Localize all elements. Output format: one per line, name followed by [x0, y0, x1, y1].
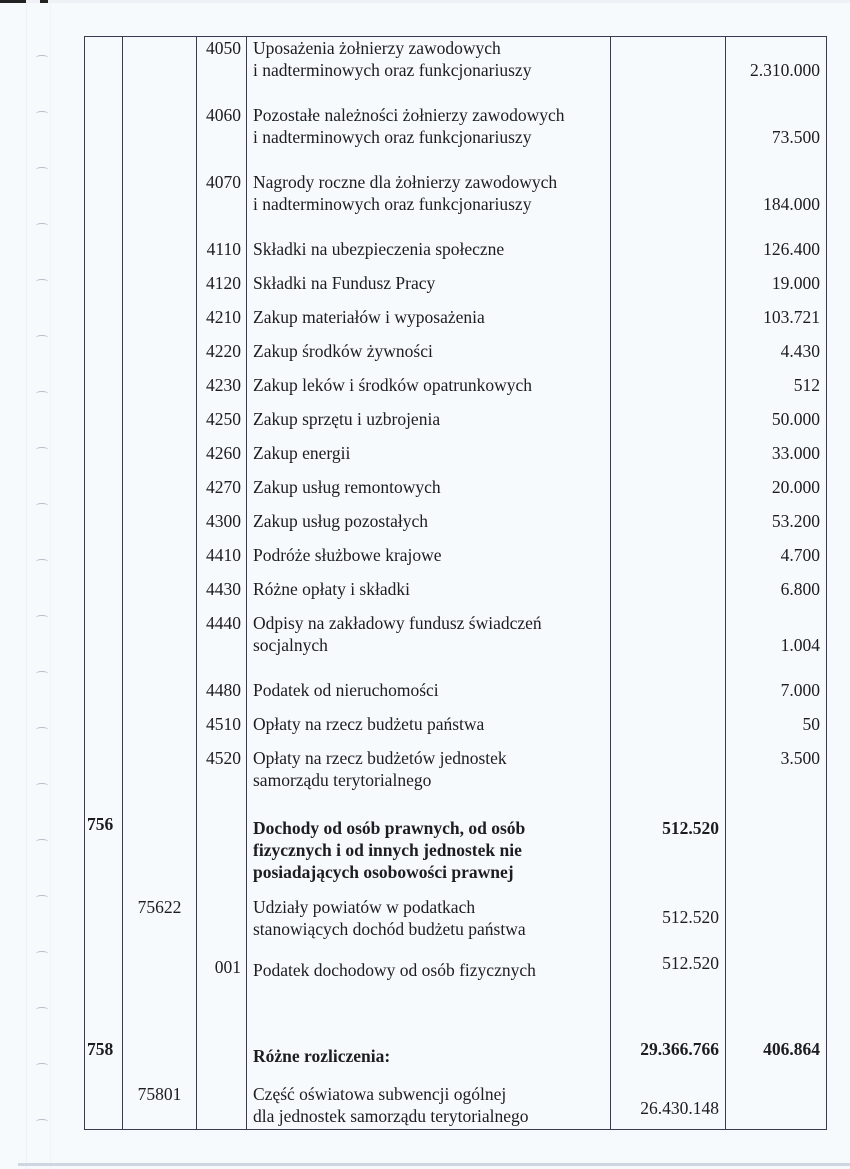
plan-value-cell	[611, 713, 726, 747]
paragraf-cell	[197, 37, 247, 104]
budget-table	[84, 36, 827, 1130]
table-row	[85, 1079, 827, 1130]
paragraf-code: 001	[214, 956, 241, 977]
paragraf-cell	[197, 747, 247, 803]
paragraf-code: 4430	[206, 578, 241, 599]
paragraf-cell	[197, 510, 247, 544]
table-row	[85, 476, 827, 510]
paragraf-cell	[197, 892, 247, 952]
plan-value-cell	[611, 374, 726, 408]
punch-mark	[36, 951, 48, 956]
description-cell	[247, 892, 611, 952]
table-row	[85, 612, 827, 679]
paragraf-code: 4510	[206, 713, 241, 734]
paragraf-code: 4120	[206, 272, 241, 293]
paragraf-cell	[197, 238, 247, 272]
paragraf-code: 4070	[206, 171, 241, 192]
table-row	[85, 272, 827, 306]
rozdzial-cell	[123, 171, 197, 238]
paragraf-cell	[197, 374, 247, 408]
punch-mark	[36, 1063, 48, 1068]
description-line: stanowiących dochód budżetu państwa	[253, 918, 526, 939]
plan-value-cell	[611, 747, 726, 803]
table-row	[85, 408, 827, 442]
amount-value-cell	[726, 171, 827, 238]
dzial-cell	[85, 1079, 123, 1130]
description-line: samorządu terytorialnego	[253, 769, 432, 790]
table-row	[85, 1016, 827, 1079]
paragraf-cell	[197, 952, 247, 1016]
description-cell	[247, 510, 611, 544]
plan-value-cell	[611, 952, 726, 1016]
description-cell	[247, 442, 611, 476]
punch-mark	[36, 1007, 48, 1012]
description-cell	[247, 1016, 611, 1079]
plan-value: 29.366.766	[640, 1038, 719, 1059]
description-cell	[247, 544, 611, 578]
paragraf-code: 4060	[206, 104, 241, 125]
dzial-cell	[85, 747, 123, 803]
paragraf-cell	[197, 679, 247, 713]
description-line: Różne opłaty i składki	[253, 578, 410, 599]
description-cell	[247, 408, 611, 442]
scan-top-edge	[0, 0, 850, 3]
description-cell	[247, 952, 611, 1016]
rozdzial-cell	[123, 578, 197, 612]
paragraf-cell	[197, 340, 247, 374]
punch-mark	[36, 559, 48, 564]
dzial-cell	[85, 612, 123, 679]
paragraf-cell	[197, 803, 247, 892]
description-line: Zakup środków żywności	[253, 340, 433, 361]
table-row	[85, 104, 827, 171]
table-row	[85, 238, 827, 272]
amount-value: 7.000	[780, 679, 820, 700]
plan-value-cell	[611, 37, 726, 104]
dzial-cell	[85, 544, 123, 578]
paragraf-code: 4270	[206, 476, 241, 497]
amount-value-cell	[726, 803, 827, 892]
rozdzial-cell	[123, 442, 197, 476]
plan-value-cell	[611, 306, 726, 340]
paragraf-cell	[197, 578, 247, 612]
amount-value: 20.000	[771, 476, 820, 497]
table-row	[85, 510, 827, 544]
description-cell	[247, 803, 611, 892]
rozdzial-cell	[123, 803, 197, 892]
amount-value-cell	[726, 340, 827, 374]
table-row	[85, 679, 827, 713]
dzial-cell	[85, 713, 123, 747]
table-row	[85, 171, 827, 238]
amount-value: 50	[802, 713, 820, 734]
dzial-cell	[85, 510, 123, 544]
dzial-cell	[85, 679, 123, 713]
punch-mark	[36, 55, 48, 60]
amount-value-cell	[726, 476, 827, 510]
amount-value: 103.721	[763, 306, 820, 327]
plan-value: 512.520	[662, 906, 719, 927]
rozdzial-cell	[123, 1016, 197, 1079]
amount-value-cell	[726, 544, 827, 578]
description-line: i nadterminowych oraz funkcjonariuszy	[253, 60, 532, 80]
punch-mark	[36, 503, 48, 508]
plan-value-cell	[611, 442, 726, 476]
punch-mark	[36, 727, 48, 732]
description-line: Zakup sprzętu i uzbrojenia	[253, 408, 441, 429]
paragraf-cell	[197, 713, 247, 747]
dzial-cell	[85, 952, 123, 1016]
amount-value: 19.000	[771, 272, 820, 293]
paragraf-cell	[197, 1079, 247, 1130]
scan-margin-line	[26, 0, 27, 1169]
punch-mark	[36, 223, 48, 228]
amount-value-cell	[726, 578, 827, 612]
amount-value-cell	[726, 37, 827, 104]
plan-value-cell	[611, 272, 726, 306]
rozdzial-cell	[123, 272, 197, 306]
paragraf-cell	[197, 1016, 247, 1079]
amount-value: 33.000	[771, 442, 820, 463]
amount-value-cell	[726, 510, 827, 544]
plan-value-cell	[611, 578, 726, 612]
amount-value-cell	[726, 952, 827, 1016]
description-line: posiadających osobowości prawnej	[253, 861, 514, 882]
paragraf-code: 4210	[206, 306, 241, 327]
amount-value-cell	[726, 408, 827, 442]
plan-value-cell	[611, 1016, 726, 1079]
scan-margin-line	[50, 0, 51, 1169]
amount-value: 6.800	[780, 578, 820, 599]
amount-value: 2.310.000	[750, 60, 820, 80]
description-line: Różne rozliczenia:	[253, 1045, 391, 1066]
description-line: i nadterminowych oraz funkcjonariuszy	[253, 126, 532, 147]
paragraf-code: 4300	[206, 510, 241, 531]
rozdzial-code: 75622	[137, 896, 182, 917]
description-line: Składki na ubezpieczenia społeczne	[253, 238, 505, 259]
paragraf-code: 4220	[206, 340, 241, 361]
description-line: Uposażenia żołnierzy zawodowych	[253, 38, 501, 58]
plan-value-cell	[611, 510, 726, 544]
plan-value-cell	[611, 612, 726, 679]
dzial-cell	[85, 306, 123, 340]
plan-value: 26.430.148	[640, 1097, 719, 1118]
rozdzial-cell	[123, 476, 197, 510]
description-line: Nagrody roczne dla żołnierzy zawodowych	[253, 171, 558, 192]
amount-value-cell	[726, 238, 827, 272]
rozdzial-cell	[123, 306, 197, 340]
amount-value-cell	[726, 747, 827, 803]
punch-mark	[36, 671, 48, 676]
punch-mark	[36, 783, 48, 788]
rozdzial-cell	[123, 104, 197, 171]
description-line: Podróże służbowe krajowe	[253, 544, 442, 565]
amount-value: 184.000	[763, 193, 820, 214]
amount-value-cell	[726, 442, 827, 476]
rozdzial-cell	[123, 713, 197, 747]
plan-value-cell	[611, 408, 726, 442]
paragraf-cell	[197, 476, 247, 510]
description-line: Udziały powiatów w podatkach	[253, 896, 476, 917]
dzial-cell	[85, 37, 123, 104]
dzial-cell	[85, 104, 123, 171]
plan-value-cell	[611, 238, 726, 272]
amount-value: 73.500	[771, 126, 820, 147]
paragraf-cell	[197, 171, 247, 238]
amount-value: 512	[793, 374, 820, 395]
rozdzial-cell	[123, 952, 197, 1016]
amount-value-cell	[726, 272, 827, 306]
paragraf-code: 4110	[206, 238, 241, 259]
paragraf-cell	[197, 272, 247, 306]
amount-value: 4.700	[780, 544, 820, 565]
paragraf-code: 4520	[206, 747, 241, 768]
description-cell	[247, 306, 611, 340]
description-line: Dochody od osób prawnych, od osób	[253, 817, 526, 838]
description-cell	[247, 1079, 611, 1130]
punch-mark	[36, 111, 48, 116]
rozdzial-cell	[123, 1079, 197, 1130]
dzial-cell	[85, 1016, 123, 1079]
table-row	[85, 37, 827, 104]
paragraf-code: 4260	[206, 442, 241, 463]
table-row	[85, 713, 827, 747]
paragraf-code: 4480	[206, 679, 241, 700]
punch-mark	[36, 615, 48, 620]
description-cell	[247, 679, 611, 713]
description-line: Pozostałe należności żołnierzy zawodowych	[253, 104, 565, 125]
rozdzial-cell	[123, 679, 197, 713]
scan-bottom-edge	[18, 1163, 850, 1166]
dzial-cell	[85, 171, 123, 238]
plan-value-cell	[611, 679, 726, 713]
description-line: socjalnych	[253, 634, 328, 655]
plan-value-cell	[611, 340, 726, 374]
plan-value-cell	[611, 476, 726, 510]
paragraf-cell	[197, 612, 247, 679]
dzial-cell	[85, 238, 123, 272]
rozdzial-cell	[123, 374, 197, 408]
table-row	[85, 442, 827, 476]
dzial-cell	[85, 476, 123, 510]
paragraf-cell	[197, 104, 247, 171]
amount-value: 4.430	[780, 340, 820, 361]
description-cell	[247, 476, 611, 510]
dzial-cell	[85, 374, 123, 408]
description-cell	[247, 37, 611, 104]
description-line: Część oświatowa subwencji ogólnej	[253, 1083, 507, 1104]
amount-value-cell	[726, 1016, 827, 1079]
description-line: Podatek od nieruchomości	[253, 679, 439, 700]
rozdzial-cell	[123, 510, 197, 544]
description-cell	[247, 104, 611, 171]
amount-value: 50.000	[771, 408, 820, 429]
plan-value-cell	[611, 104, 726, 171]
table-row	[85, 578, 827, 612]
paragraf-cell	[197, 442, 247, 476]
description-line: Zakup usług remontowych	[253, 476, 441, 497]
amount-value: 53.200	[771, 510, 820, 531]
punch-mark	[36, 895, 48, 900]
description-line: Odpisy na zakładowy fundusz świadczeń	[253, 612, 542, 633]
rozdzial-cell	[123, 544, 197, 578]
amount-value: 1.004	[780, 634, 820, 655]
amount-value: 406.864	[763, 1038, 820, 1059]
dzial-code: 758	[87, 1038, 114, 1059]
description-cell	[247, 578, 611, 612]
rozdzial-cell	[123, 238, 197, 272]
paragraf-cell	[197, 544, 247, 578]
dzial-cell	[85, 803, 123, 892]
rozdzial-cell	[123, 340, 197, 374]
plan-value-cell	[611, 544, 726, 578]
amount-value-cell	[726, 1079, 827, 1130]
description-cell	[247, 340, 611, 374]
punch-mark	[36, 167, 48, 172]
rozdzial-cell	[123, 612, 197, 679]
description-cell	[247, 272, 611, 306]
amount-value-cell	[726, 679, 827, 713]
description-line: dla jednostek samorządu terytorialnego	[253, 1105, 529, 1126]
table-row	[85, 306, 827, 340]
amount-value-cell	[726, 892, 827, 952]
paragraf-code: 4250	[206, 408, 241, 429]
punch-mark	[36, 391, 48, 396]
dzial-cell	[85, 442, 123, 476]
punch-mark	[36, 335, 48, 340]
amount-value: 3.500	[780, 747, 820, 768]
table-row	[85, 803, 827, 892]
amount-value-cell	[726, 374, 827, 408]
description-cell	[247, 747, 611, 803]
dzial-cell	[85, 340, 123, 374]
description-line: Zakup usług pozostałych	[253, 510, 428, 531]
table-row	[85, 747, 827, 803]
description-line: Zakup energii	[253, 442, 351, 463]
punch-mark	[36, 279, 48, 284]
plan-value: 512.520	[662, 952, 719, 973]
dzial-cell	[85, 408, 123, 442]
plan-value-cell	[611, 171, 726, 238]
punch-mark	[36, 447, 48, 452]
plan-value-cell	[611, 1079, 726, 1130]
amount-value: 126.400	[763, 238, 820, 259]
amount-value-cell	[726, 306, 827, 340]
paragraf-code: 4440	[206, 612, 241, 633]
amount-value-cell	[726, 104, 827, 171]
dzial-cell	[85, 578, 123, 612]
rozdzial-code: 75801	[137, 1083, 182, 1104]
rozdzial-cell	[123, 747, 197, 803]
description-line: Składki na Fundusz Pracy	[253, 272, 436, 293]
amount-value-cell	[726, 713, 827, 747]
table-row	[85, 544, 827, 578]
description-cell	[247, 374, 611, 408]
table-row	[85, 952, 827, 1016]
paragraf-code: 4410	[206, 544, 241, 565]
description-line: i nadterminowych oraz funkcjonariuszy	[253, 193, 532, 214]
rozdzial-cell	[123, 408, 197, 442]
dzial-cell	[85, 892, 123, 952]
dzial-cell	[85, 272, 123, 306]
dzial-code: 756	[87, 813, 114, 834]
paragraf-code: 4230	[206, 374, 241, 395]
table-row	[85, 374, 827, 408]
plan-value-cell	[611, 803, 726, 892]
description-line: Opłaty na rzecz budżetu państwa	[253, 713, 485, 734]
description-line: Zakup leków i środków opatrunkowych	[253, 374, 532, 395]
description-cell	[247, 171, 611, 238]
table-row	[85, 340, 827, 374]
description-cell	[247, 713, 611, 747]
paragraf-cell	[197, 408, 247, 442]
paragraf-cell	[197, 306, 247, 340]
description-cell	[247, 238, 611, 272]
description-line: Podatek dochodowy od osób fizycznych	[253, 959, 536, 980]
plan-value-cell	[611, 892, 726, 952]
amount-value-cell	[726, 612, 827, 679]
rozdzial-cell	[123, 892, 197, 952]
rozdzial-cell	[123, 37, 197, 104]
punch-mark	[36, 1119, 48, 1124]
table-row	[85, 892, 827, 952]
paragraf-code: 4050	[206, 38, 241, 58]
description-line: fizycznych i od innych jednostek nie	[253, 839, 522, 860]
description-cell	[247, 612, 611, 679]
punch-mark	[36, 839, 48, 844]
description-line: Opłaty na rzecz budżetów jednostek	[253, 747, 507, 768]
plan-value: 512.520	[662, 817, 719, 838]
description-line: Zakup materiałów i wyposażenia	[253, 306, 485, 327]
